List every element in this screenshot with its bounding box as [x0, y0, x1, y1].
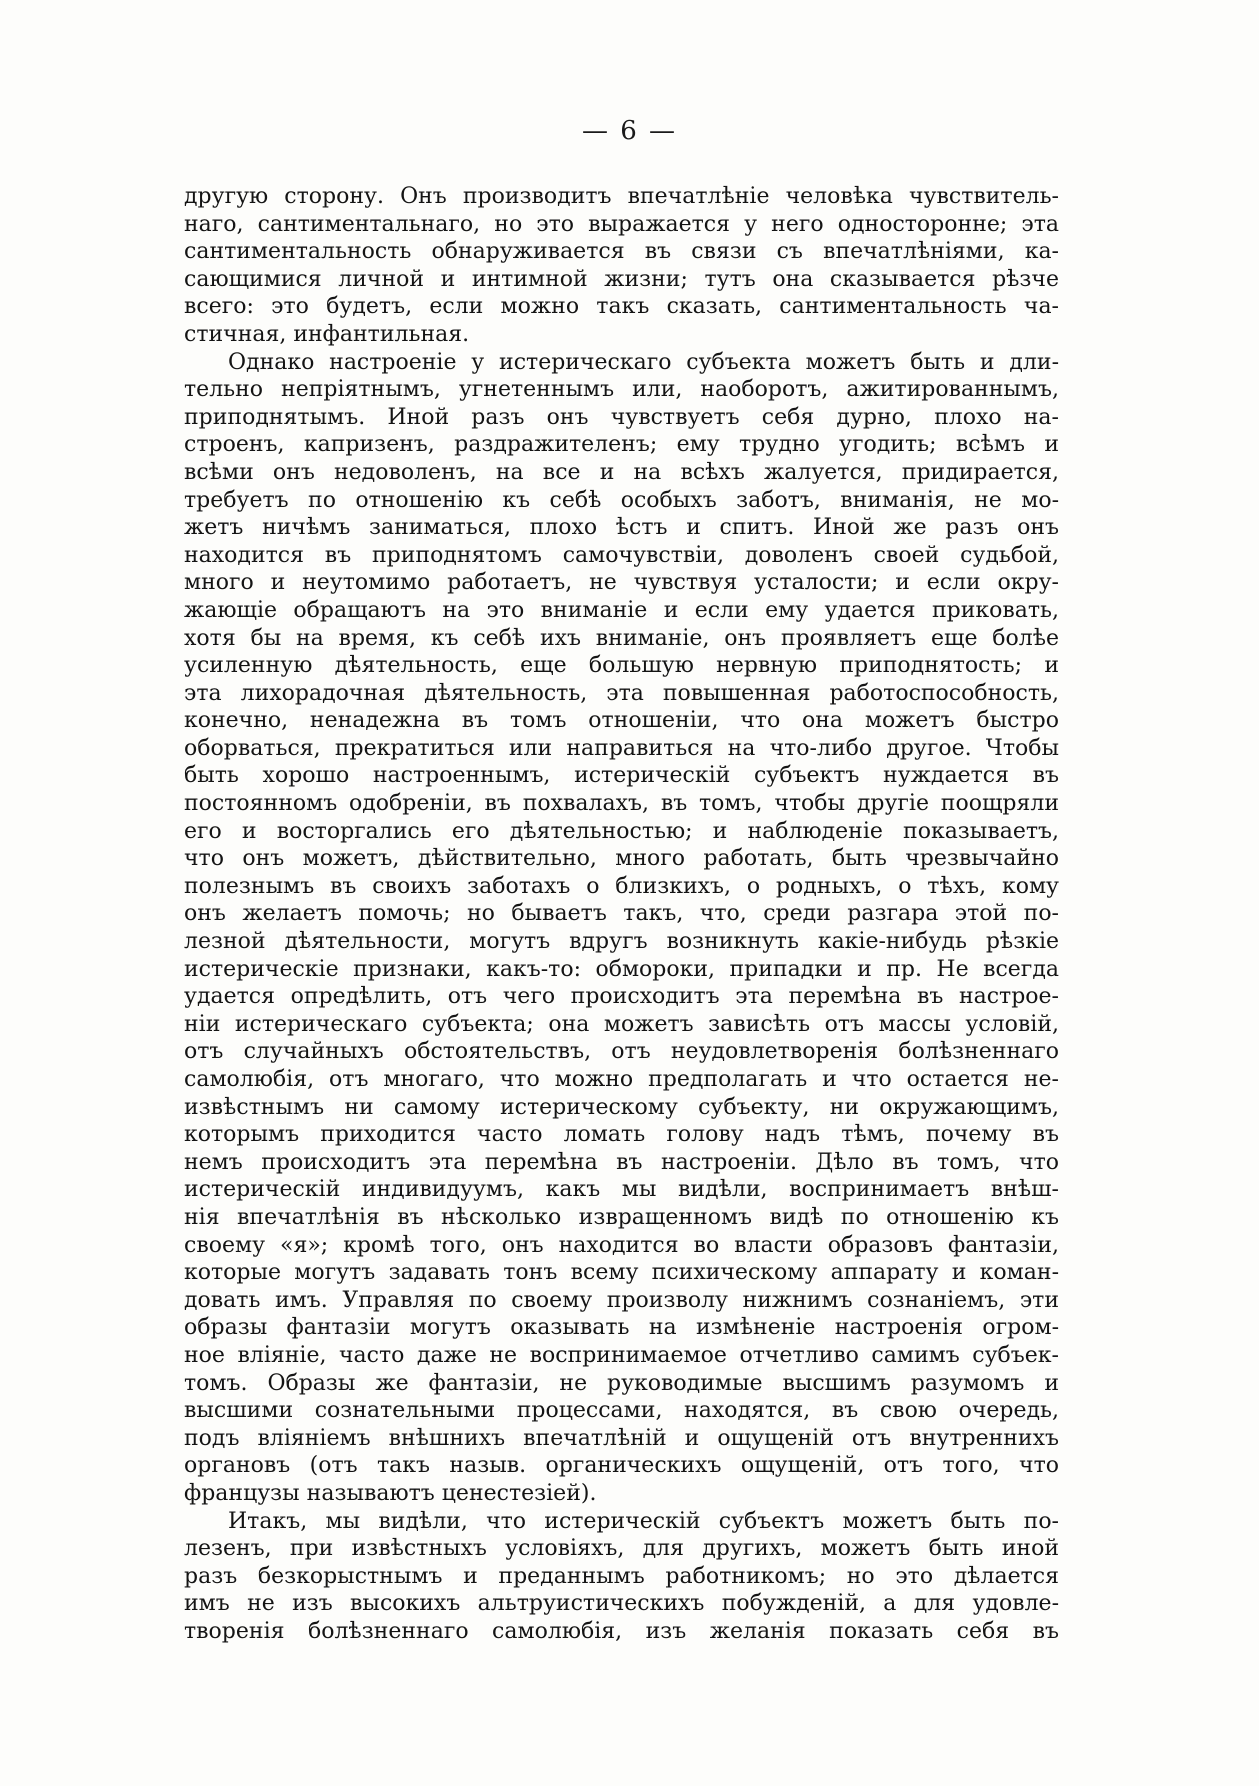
text-line: онъ желаетъ помочь; но бываетъ такъ, что, среди разгара этой по-	[184, 901, 1059, 927]
text-line: его и восторгались его дѣятельностью; и наблюденіе показываетъ,	[184, 818, 1059, 844]
text-line: всего: это будетъ, если можно такъ сказать, сантиментальность ча-	[184, 294, 1059, 320]
text-line: которые могутъ задавать тонъ всему психическому аппарату и коман-	[184, 1260, 1059, 1286]
text-line: сантиментальность обнаруживается въ связи съ впечатлѣніями, ка-	[184, 239, 1059, 265]
text-line: строенъ, капризенъ, раздражителенъ; ему трудно угодить; всѣмъ и	[184, 432, 1059, 458]
text-line: Однако настроеніе у истерическаго субъекта можетъ быть и дли-	[228, 349, 1059, 375]
text-line: нія впечатлѣнія въ нѣсколько извращенномъ видѣ по отношенію къ	[184, 1204, 1059, 1230]
text-line: органовъ (отъ такъ назыв. органическихъ ощущеній, отъ того, что	[184, 1453, 1059, 1479]
text-line: разъ безкорыстнымъ и преданнымъ работникомъ; но это дѣлается	[184, 1563, 1059, 1589]
text-line: что онъ можетъ, дѣйствительно, много работать, быть чрезвычайно	[184, 846, 1059, 872]
text-line: имъ не изъ высокихъ альтруистическихъ побужденій, а для удовле-	[184, 1591, 1059, 1617]
text-line: лезенъ, при извѣстныхъ условіяхъ, для другихъ, можетъ быть иной	[184, 1536, 1059, 1562]
text-line: высшими сознательными процессами, находятся, въ свою очередь,	[184, 1398, 1059, 1424]
text-line: Итакъ, мы видѣли, что истерическій субъектъ можетъ быть по-	[228, 1508, 1059, 1534]
text-line: подъ вліяніемъ внѣшнихъ впечатлѣній и ощущеній отъ внутреннихъ	[184, 1425, 1059, 1451]
text-line: удается опредѣлить, отъ чего происходитъ эта перемѣна въ настрое-	[184, 984, 1059, 1010]
text-line: немъ происходитъ эта перемѣна въ настроеніи. Дѣло въ томъ, что	[184, 1149, 1059, 1175]
text-line: образы фантазіи могутъ оказывать на измѣненіе настроенія огром-	[184, 1315, 1059, 1341]
text-line: эта лихорадочная дѣятельность, эта повышенная работоспособность,	[184, 680, 1059, 706]
text-line: творенія болѣзненнаго самолюбія, изъ желанія показать себя въ	[184, 1618, 1059, 1644]
text-line: хотя бы на время, къ себѣ ихъ вниманіе, онъ проявляетъ еще болѣе	[184, 625, 1059, 651]
text-line: полезнымъ въ своихъ заботахъ о близкихъ, о родныхъ, о тѣхъ, кому	[184, 873, 1059, 899]
text-line: самолюбія, отъ многаго, что можно предполагать и что остается не-	[184, 1067, 1059, 1092]
text-line: стичная, инфантильная.	[184, 321, 470, 347]
text-line: довать имъ. Управляя по своему произволу нижнимъ сознаніемъ, эти	[184, 1287, 1059, 1313]
text-line: конечно, ненадежна въ томъ отношеніи, что она можетъ быстро	[184, 708, 1059, 734]
text-line: жетъ ничѣмъ заниматься, плохо ѣстъ и спитъ. Иной же разъ онъ	[184, 515, 1059, 541]
text-line: быть хорошо настроеннымъ, истерическій субъектъ нуждается въ	[184, 763, 1059, 789]
text-line: всѣми онъ недоволенъ, на все и на всѣхъ жалуется, придирается,	[184, 459, 1059, 485]
text-line: тельно непріятнымъ, угнетеннымъ или, наоборотъ, ажитированнымъ,	[184, 377, 1059, 403]
text-line: сающимися личной и интимной жизни; тутъ она сказывается рѣзче	[184, 266, 1059, 292]
text-line: истерическіе признаки, какъ-то: обмороки, припадки и пр. Не всегда	[184, 956, 1059, 982]
text-line: постоянномъ одобреніи, въ похвалахъ, въ томъ, чтобы другіе поощряли	[184, 791, 1059, 817]
text-line: отъ случайныхъ обстоятельствъ, отъ неудовлетворенія болѣзненнаго	[184, 1039, 1059, 1065]
text-line: лезной дѣятельности, могутъ вдругъ возникнуть какіе-нибудь рѣзкіе	[184, 929, 1059, 955]
text-line: оборваться, прекратиться или направиться на что-либо другое. Чтобы	[184, 735, 1059, 761]
text-line: истерическій индивидуумъ, какъ мы видѣли, воспринимаетъ внѣш-	[184, 1177, 1059, 1203]
text-line: своему «я»; кромѣ того, онъ находится во власти образовъ фантазіи,	[184, 1232, 1059, 1258]
text-line: находится въ приподнятомъ самочувствіи, доволенъ своей судьбой,	[184, 542, 1059, 568]
text-line: другую сторону. Онъ производитъ впечатлѣніе человѣка чувствитель-	[184, 184, 1059, 209]
text-line: которымъ приходится часто ломать голову надъ тѣмъ, почему въ	[184, 1122, 1059, 1148]
page-number: — 6 —	[581, 116, 678, 146]
text-line: французы называютъ ценестезіей).	[184, 1480, 597, 1506]
text-line: извѣстнымъ ни самому истерическому субъекту, ни окружающимъ,	[184, 1094, 1059, 1120]
text-line: томъ. Образы же фантазіи, не руководимые высшимъ разумомъ и	[184, 1370, 1059, 1396]
text-line: ніи истерическаго субъекта; она можетъ зависѣть отъ массы условій,	[184, 1011, 1059, 1037]
text-line: наго, сантиментальнаго, но это выражается у него одностороннe; эта	[184, 211, 1059, 237]
text-line: требуетъ по отношенію къ себѣ особыхъ заботъ, вниманія, не мо-	[184, 487, 1059, 513]
paragraph	[184, 349, 1059, 1508]
text-line: усиленную дѣятельность, еще большую нервную приподнятость; и	[184, 653, 1059, 679]
body-text	[184, 183, 1059, 1645]
paragraph	[184, 1508, 1059, 1646]
text-line: жающіе обращаютъ на это вниманіе и если ему удается приковать,	[184, 597, 1059, 623]
text-line: ное вліяніе, часто даже не воспринимаемое отчетливо самимъ субъек-	[184, 1342, 1059, 1368]
paragraph	[184, 183, 1059, 349]
text-line: приподнятымъ. Иной разъ онъ чувствуетъ себя дурно, плохо на-	[184, 404, 1059, 430]
text-line: много и неутомимо работаетъ, не чувствуя усталости; и если окру-	[184, 570, 1059, 596]
